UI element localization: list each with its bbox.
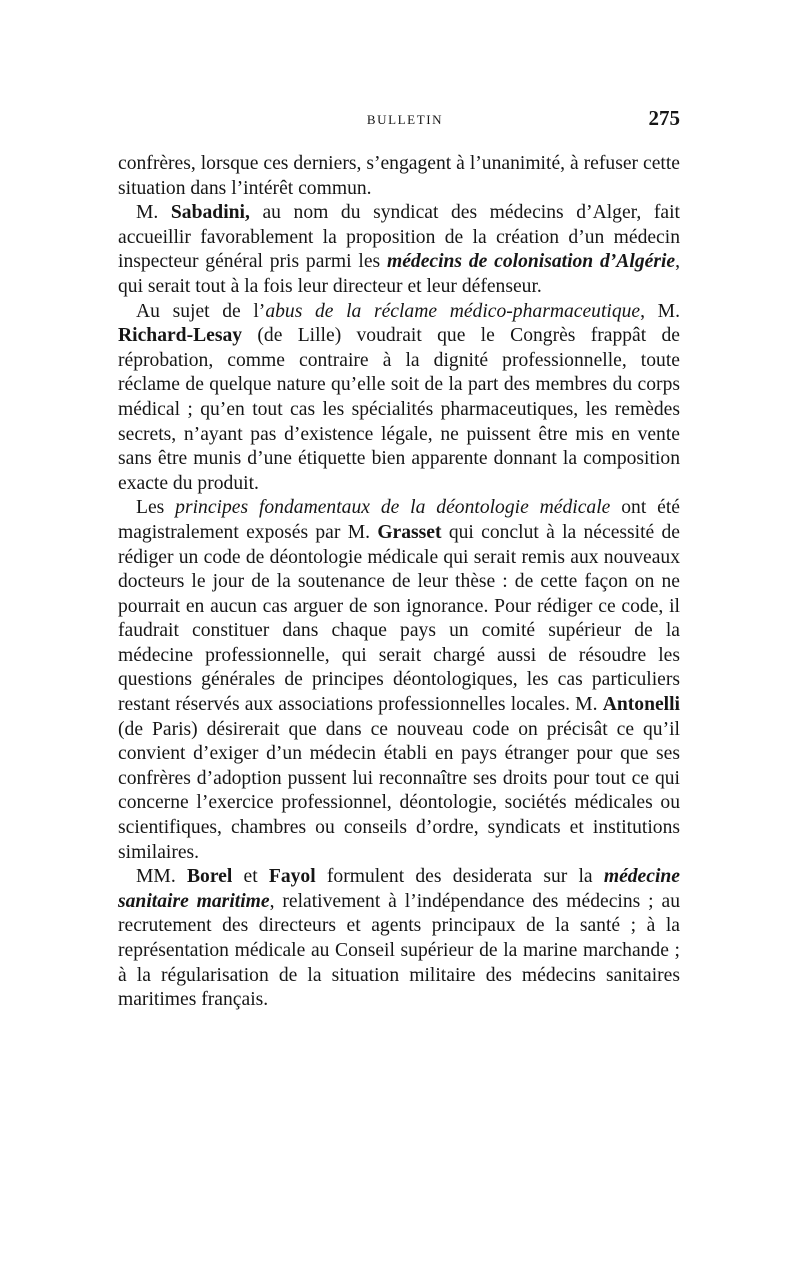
text-run: M. [136, 202, 171, 224]
person-name: Fayol [268, 866, 316, 888]
topic-phrase: abus de la réclame médico-pharmaceutique [265, 300, 641, 322]
paragraph [118, 865, 680, 1013]
text-run: (de Paris) désirerait que dans ce nouveau code on précisât ce qu’il convient d’exiger d’un médecin établi en pays étranger pour que ses confrères d’adoption pussent lui reconnaître ses droits pour tout ce qui concerne l’exercice professionnel, déontologie, sociétés médicales ou scientifiques, chambres ou conseils d’ordre, syndicats et institutions similaires. [118, 718, 680, 863]
text-run: et [232, 866, 269, 888]
paragraph [118, 496, 680, 865]
person-name: Antonelli [602, 694, 680, 716]
text-run: Au sujet de l’ [136, 300, 266, 322]
text-run: , qui serait tout à la fois leur directeur et leur défenseur. [118, 251, 680, 297]
paragraph [118, 300, 680, 497]
topic-phrase: médecine sanitaire maritime [118, 866, 680, 912]
text-run: ont été magistralement exposés par M. [118, 497, 680, 543]
text-run: formulent des desiderata sur la [315, 866, 604, 888]
text-run: , M. [640, 300, 680, 322]
paragraph [118, 152, 680, 201]
text-run: , relativement à l’indépendance des médecins ; au recrutement des directeurs et agents principaux de la santé ; à la représentation médicale au Conseil supérieur de la marine marchande ; à la régularisation de la situation militaire des médecins sanitaires maritimes français. [118, 890, 681, 1011]
book-page [118, 106, 680, 1013]
text-run: au nom du syndicat des médecins d’Alger, fait accueillir favorablement la proposition de la création d’un médecin inspecteur général pris parmi les [118, 202, 680, 273]
text-run: (de Lille) voudrait que le Congrès frappât de réprobation, comme contraire à la dignité professionnelle, toute réclame de quelque nature qu’elle soit de la part des membres du corps médical ; qu’en tout cas les spécialités pharmaceutiques, les remèdes secrets, n’ayant pas d’existence légale, ne puissent être mis en vente sans être munis d’une étiquette bien apparente donnant la composition exacte du produit. [118, 325, 680, 494]
running-title: BULLETIN [366, 112, 444, 127]
text-run: confrères, lorsque ces derniers, s’engagent à l’unanimité, à refuser cette situation dans l’intérêt commun. [118, 153, 680, 199]
person-name: Sabadini, [170, 202, 250, 224]
text-run: qui conclut à la nécessité de rédiger un code de déontologie médicale qui serait remis aux nouveaux docteurs le jour de la soutenance de leur thèse : de cette façon on ne pourrait en aucun cas arguer de son ignorance. Pour rédiger ce code, il faudrait constituer dans chaque pays un comité supérieur de la médecine professionnelle, qui serait chargé aussi de résoudre les questions générales de principes déontologiques, les cas particuliers restant réservés aux associations professionnelles locales. M. [118, 521, 680, 716]
person-name: Richard-Lesay [118, 325, 243, 347]
text-run: Les [136, 497, 176, 519]
page-number: 275 [648, 106, 680, 130]
body-text [118, 152, 680, 1013]
text-run: MM. [136, 866, 187, 888]
running-header [118, 106, 680, 136]
person-name: Borel [186, 866, 233, 888]
topic-phrase: principes fondamentaux de la déontologie médicale [175, 497, 611, 519]
topic-phrase: médecins de colonisation d’Algérie [386, 251, 676, 273]
person-name: Grasset [377, 521, 442, 543]
paragraph [118, 201, 680, 299]
